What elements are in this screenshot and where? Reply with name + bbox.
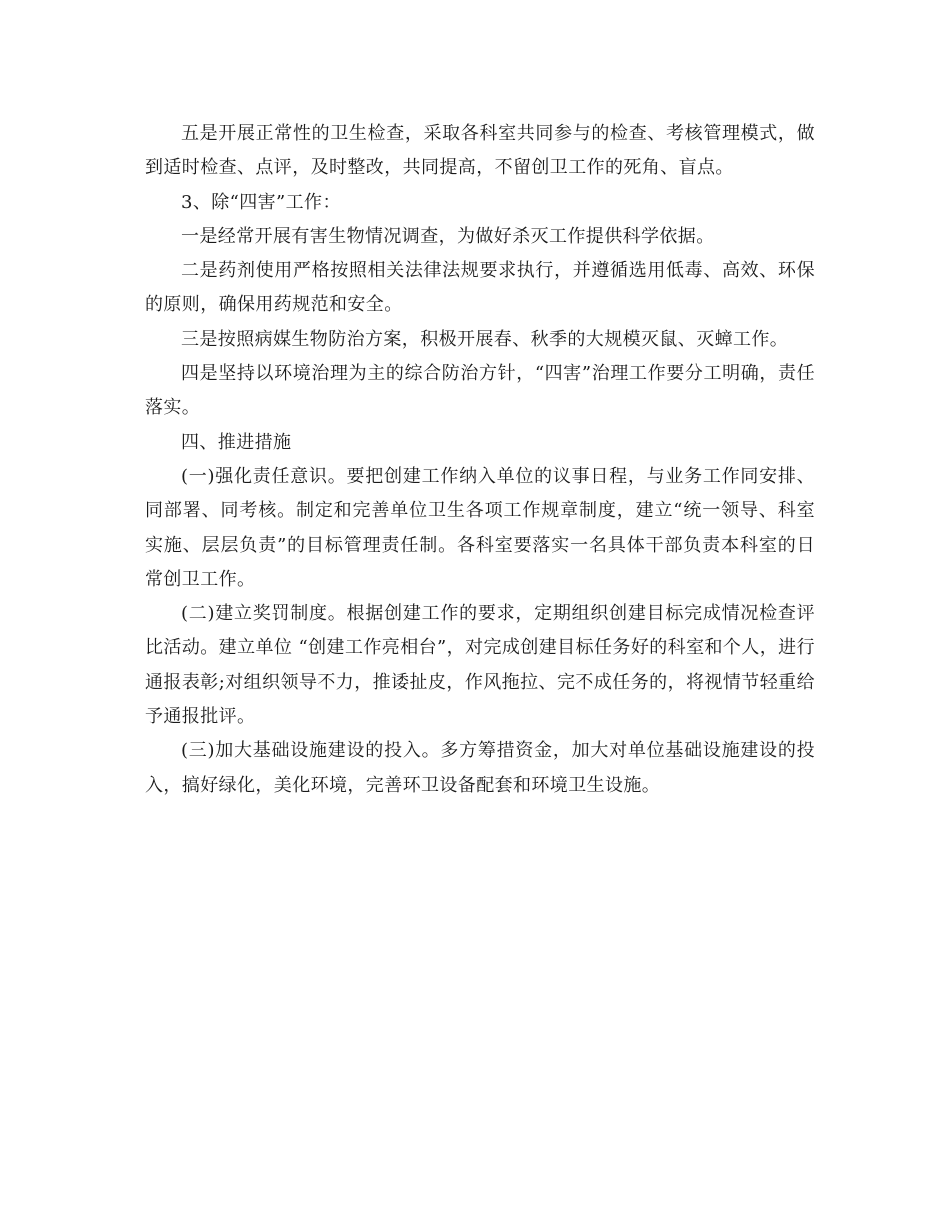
paragraph-reward-penalty: (二)建立奖罚制度。根据创建工作的要求，定期组织创建目标完成情况检查评比活动。建立单位 “创建工作亮相台”，对完成创建目标任务好的科室和个人，进行通报表彰;对组织领导不力，推诿扯皮，作风拖拉、完不成任务的，将视情节轻重给予通报批评。 — [145, 603, 815, 728]
document-body — [145, 117, 815, 803]
heading-pest-control: 3、除“四害”工作： — [181, 191, 341, 213]
paragraph-vector-control: 三是按照病媒生物防治方案，积极开展春、秋季的大规模灭鼠、灭蟑工作。 — [181, 328, 789, 350]
paragraph-environment-governance: 四是坚持以环境治理为主的综合防治方针，“四害”治理工作要分工明确，责任落实。 — [145, 363, 815, 419]
paragraph-inspection: 五是开展正常性的卫生检查，采取各科室共同参与的检查、考核管理模式，做到适时检查、点评，及时整改，共同提高，不留创卫工作的死角、盲点。 — [145, 123, 815, 179]
paragraph-pesticide-use: 二是药剂使用严格按照相关法律法规要求执行，并遵循选用低毒、高效、环保的原则，确保用药规范和安全。 — [145, 260, 815, 316]
paragraph-infrastructure: (三)加大基础设施建设的投入。多方筹措资金，加大对单位基础设施建设的投入，搞好绿化，美化环境，完善环卫设备配套和环境卫生设施。 — [145, 740, 815, 796]
heading-measures: 四、推进措施 — [181, 431, 292, 453]
paragraph-survey: 一是经常开展有害生物情况调查，为做好杀灭工作提供科学依据。 — [181, 225, 715, 247]
paragraph-responsibility: (一)强化责任意识。要把创建工作纳入单位的议事日程，与业务工作同安排、同部署、同考核。制定和完善单位卫生各项工作规章制度，建立“统一领导、科室实施、层层负责”的目标管理责任制。各科室要落实一名具体干部负责本科室的日常创卫工作。 — [145, 465, 815, 590]
